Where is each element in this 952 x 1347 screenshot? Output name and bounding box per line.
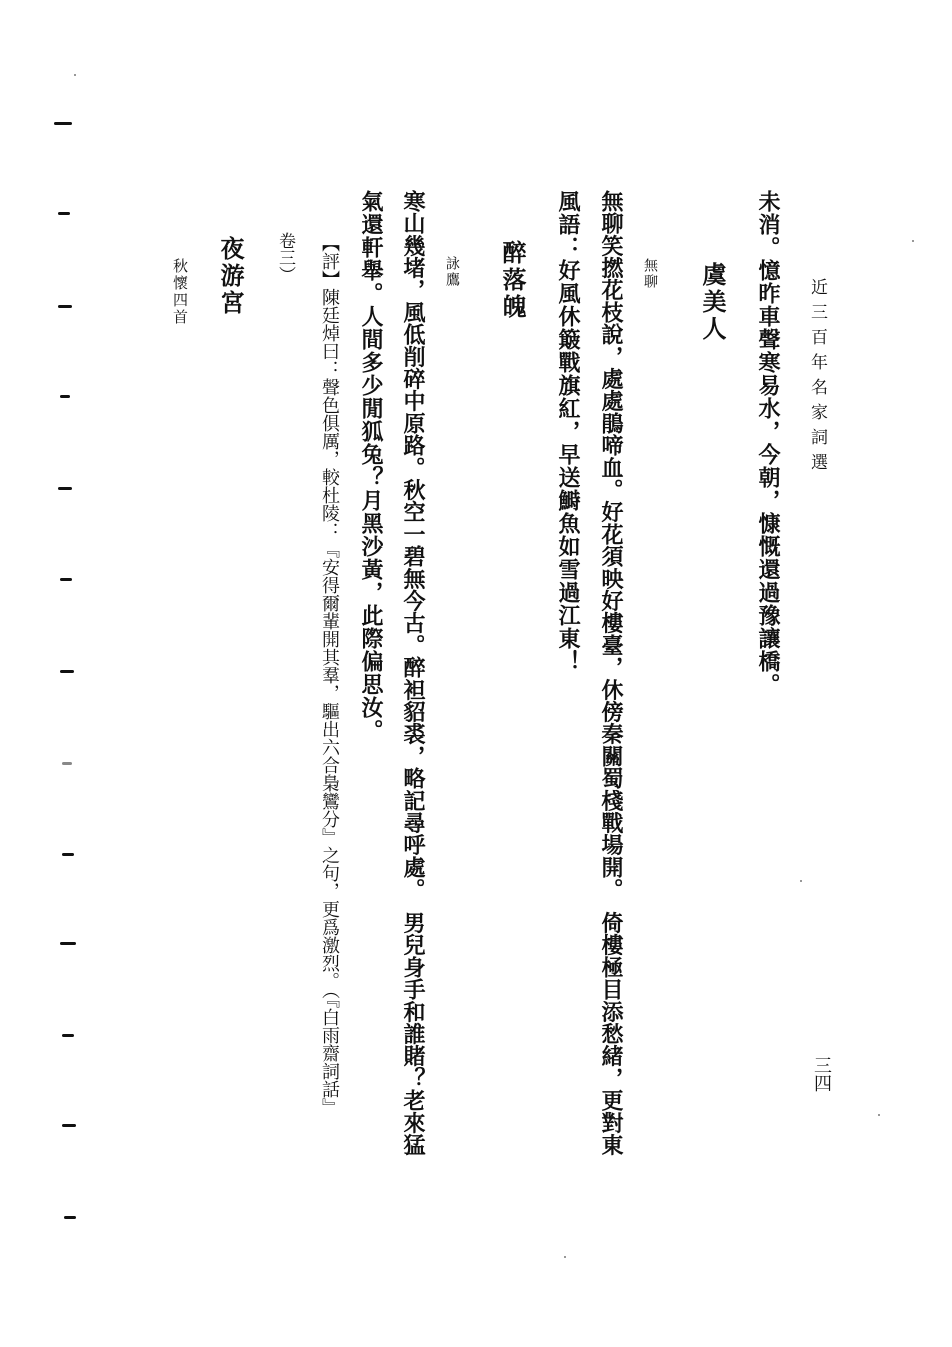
binding-mark bbox=[58, 487, 72, 490]
binding-mark bbox=[60, 670, 74, 673]
binding-mark bbox=[60, 942, 76, 945]
binding-mark bbox=[64, 1216, 76, 1219]
binding-mark bbox=[62, 762, 72, 765]
binding-mark bbox=[62, 1034, 74, 1037]
poem-line: 風語：好風休簸戰旗紅，早送鰣魚如雪過江東！ bbox=[555, 190, 581, 673]
binding-mark bbox=[54, 122, 72, 125]
binding-mark bbox=[58, 305, 72, 308]
binding-mark bbox=[58, 212, 70, 215]
scan-speck bbox=[912, 240, 914, 242]
poem-line: 寒山幾堵，風低削碎中原路。秋空一碧無今古。醉袒貂裘，略記尋呼處。 男兒身手和誰賭？老來猛 bbox=[400, 190, 426, 1156]
scan-speck bbox=[800, 880, 802, 882]
binding-mark bbox=[62, 1124, 76, 1127]
binding-mark bbox=[60, 395, 70, 398]
scan-speck bbox=[878, 1114, 880, 1116]
poem-title-yeyougong: 夜游宮 bbox=[216, 236, 245, 317]
binding-mark bbox=[60, 578, 72, 581]
poem-line: 氣還軒舉。人間多少閒狐兔？月黑沙黃，此際偏思汝。 bbox=[358, 190, 384, 742]
running-head: 近三百年名家詞選 bbox=[807, 278, 827, 478]
poem-title-yumeiren: 虞美人 bbox=[698, 262, 727, 343]
poem-subtitle-zuiluopo: 詠鷹 bbox=[444, 256, 460, 288]
poem-subtitle-yumeiren: 無聊 bbox=[642, 258, 658, 290]
binding-mark bbox=[62, 853, 74, 856]
commentary-line: 卷三） bbox=[275, 232, 295, 283]
poem-subtitle-yeyougong: 秋懷四首 bbox=[171, 258, 189, 326]
commentary-line: 【評】陳廷焯曰：聲色俱厲，較杜陵：『安得爾輩開其羣，驅出六合梟鸞分』之句，更爲激烈。（『白雨齋詞話』 bbox=[319, 234, 340, 1116]
poem-line: 無聊笑撚花枝說，處處鵑啼血。好花須映好樓臺，休傍秦關蜀棧戰場開。 倚樓極目添愁緒，更對東 bbox=[598, 190, 624, 1156]
scan-speck bbox=[564, 1256, 566, 1258]
poem-title-zuiluopo: 醉落魄 bbox=[498, 240, 527, 321]
prev-poem-line: 未消。憶昨車聲寒易水，今朝，慷慨還過豫讓橋。 bbox=[755, 190, 781, 696]
page-number: 三四 bbox=[811, 1056, 832, 1092]
scan-speck bbox=[74, 74, 76, 76]
